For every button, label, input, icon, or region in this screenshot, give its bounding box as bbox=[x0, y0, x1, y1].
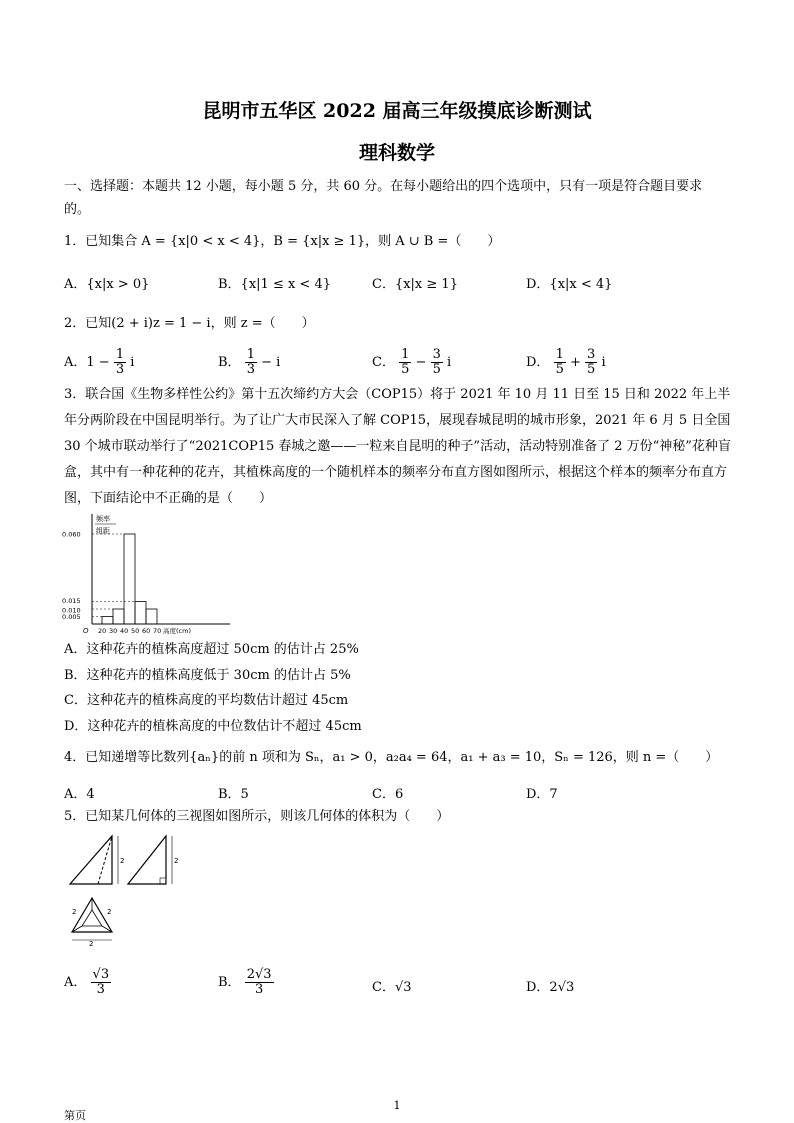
q5-b-prefix: B． bbox=[218, 975, 241, 990]
q2-c-prefix: C． bbox=[372, 355, 395, 370]
y-tick-label: 0.005 bbox=[62, 613, 81, 621]
q2-b-fraction bbox=[245, 348, 257, 377]
q1-option-d: D．{x|x < 4} bbox=[526, 277, 613, 292]
q1-stem: 1．已知集合 A = {x|0 < x < 4}，B = {x|x ≥ 1}，则 A ∪ B =（ ） bbox=[64, 234, 501, 249]
q2-c-suffix: i bbox=[446, 355, 452, 370]
x-axis-label: 高度(cm) bbox=[163, 627, 191, 635]
q4-stem: 4．已知递增等比数列{aₙ}的前 n 项和为 Sₙ，a₁ > 0，a₂a₄ = 64，a₁ + a₃ = 10，Sₙ = 126，则 n =（ ） bbox=[64, 750, 719, 765]
histogram-bar bbox=[113, 609, 124, 624]
y-axis-label-top: 频率 bbox=[96, 515, 110, 523]
page-footer-label: 第页 bbox=[64, 1109, 86, 1122]
q2-a-fraction bbox=[114, 348, 126, 377]
q1-option-a: A．{x|x > 0} bbox=[64, 277, 150, 292]
q1-option-c: C．{x|x ≥ 1} bbox=[372, 277, 458, 292]
q5-stem: 5．已知某几何体的三视图如图所示，则该几何体的体积为（ ） bbox=[64, 809, 450, 824]
top-view-label-right: 2 bbox=[107, 908, 112, 916]
q3-option-c: C．这种花卉的植株高度的平均数估计超过 45cm bbox=[64, 693, 349, 708]
x-tick-label: 70 bbox=[153, 627, 162, 635]
q2-option-a bbox=[64, 348, 134, 377]
q2-option-b bbox=[218, 348, 280, 377]
q2-a-num: 1 bbox=[115, 347, 125, 362]
q5-option-b bbox=[218, 968, 274, 997]
q2-c-mid: − bbox=[415, 355, 427, 370]
histogram-bar bbox=[124, 534, 135, 624]
q2-b-num: 1 bbox=[246, 347, 255, 362]
top-view-label-bottom: 2 bbox=[89, 940, 94, 948]
x-tick-label: 30 bbox=[109, 627, 118, 635]
histogram-bar bbox=[135, 602, 146, 625]
x-tick-label: 50 bbox=[131, 627, 140, 635]
origin-label: O bbox=[83, 627, 89, 635]
q2-c-fraction-2 bbox=[431, 348, 443, 377]
x-tick-label: 20 bbox=[98, 627, 107, 635]
page-subtitle: 理科数学 bbox=[358, 142, 435, 164]
q2-option-c bbox=[372, 348, 451, 377]
q2-c-fraction-1 bbox=[399, 348, 411, 377]
q2-d-fraction-2 bbox=[585, 348, 597, 377]
q2-d-suffix: i bbox=[601, 355, 606, 370]
page-title: 昆明市五华区 2022 届高三年级摸底诊断测试 bbox=[202, 100, 592, 122]
q5-option-a bbox=[64, 968, 111, 997]
q4-option-d: D．7 bbox=[526, 787, 558, 802]
q2-option-d bbox=[526, 348, 606, 377]
page-number: 1 bbox=[393, 1099, 401, 1112]
q2-d-num2: 3 bbox=[587, 347, 596, 362]
q2-d-num1: 1 bbox=[555, 347, 564, 362]
q3-stem: 3．联合国《生物多样性公约》第十五次缔约方大会（COP15）将于 2021 年 10 月 11 日至 15 日和 2022 年上半年分两阶段在中国昆明举行。为了让广大市民深入了解 COP15，展现春城昆明的城市形象，2021 年 6 月 5 日全国 30 个城市联动举行了“2021COP15 春城之邀——一粒来自昆明的种子”活动，活动特别准备了 2 万份“神秘”花种盲盒，其中有一种花种的花卉，其植株高度的一个随机样本的频率分布直方图如图所示，根据这个样本的频率分布直方图，下面结论中不正确的是（ ） bbox=[64, 387, 731, 506]
q5-option-d: D．2√3 bbox=[526, 980, 575, 995]
y-axis-label-bottom: 组距 bbox=[96, 527, 110, 535]
q2-a-den: 3 bbox=[115, 362, 125, 377]
y-tick-label: 0.060 bbox=[62, 530, 81, 539]
q2-stem: 2．已知(2 + i)z = 1 − i，则 z =（ ） bbox=[64, 316, 315, 331]
x-tick-label: 60 bbox=[142, 627, 151, 635]
q2-c-den2: 5 bbox=[432, 362, 441, 377]
y-tick-label: 0.010 bbox=[62, 606, 81, 615]
q5-b-fraction bbox=[245, 968, 274, 997]
q5-a-den: 3 bbox=[96, 982, 105, 997]
histogram-bar bbox=[146, 609, 157, 624]
section-intro-line2: 的。 bbox=[64, 202, 91, 217]
x-tick-label: 40 bbox=[120, 627, 129, 635]
q5-a-num: √3 bbox=[92, 967, 110, 982]
q5-b-num: 2√3 bbox=[246, 967, 272, 982]
q2-d-prefix: D． bbox=[526, 355, 550, 370]
q2-b-prefix: B． bbox=[218, 355, 241, 370]
q2-c-num1: 1 bbox=[401, 347, 410, 362]
q4-option-b: B．5 bbox=[218, 787, 249, 802]
frequency-histogram bbox=[60, 510, 240, 640]
q2-a-prefix: A．1 − bbox=[64, 355, 110, 370]
q2-c-num2: 3 bbox=[432, 347, 441, 362]
q2-b-den: 3 bbox=[246, 362, 255, 377]
q3-option-a: A．这种花卉的植株高度超过 50cm 的估计占 25% bbox=[64, 642, 359, 657]
q2-c-den1: 5 bbox=[401, 362, 410, 377]
q1-option-b: B．{x|1 ≤ x < 4} bbox=[218, 277, 331, 292]
q3-option-d: D．这种花卉的植株高度的中位数估计不超过 45cm bbox=[64, 719, 362, 734]
q5-a-prefix: A． bbox=[64, 975, 87, 990]
q2-d-mid: + bbox=[570, 355, 581, 370]
q4-option-c: C．6 bbox=[372, 787, 404, 802]
side-view-label: 2 bbox=[174, 857, 179, 865]
q3-option-b: B．这种花卉的植株高度低于 30cm 的估计占 5% bbox=[64, 668, 351, 683]
q2-d-fraction-1 bbox=[554, 348, 566, 377]
q5-a-fraction bbox=[91, 968, 112, 997]
section-intro-line1: 一、选择题：本题共 12 小题，每小题 5 分，共 60 分。在每小题给出的四个选项中，只有一项是符合题目要求 bbox=[64, 179, 703, 194]
q5-option-c: C．√3 bbox=[372, 980, 412, 995]
top-view-label-left: 2 bbox=[72, 908, 77, 916]
front-view-label: 2 bbox=[120, 857, 125, 865]
q2-d-den2: 5 bbox=[587, 362, 596, 377]
q5-b-den: 3 bbox=[254, 982, 264, 997]
q2-b-suffix: − i bbox=[261, 355, 281, 370]
q4-option-a: A．4 bbox=[64, 787, 95, 802]
three-view-figure bbox=[62, 830, 192, 948]
y-tick-label: 0.015 bbox=[62, 597, 81, 605]
histogram-bar bbox=[102, 617, 113, 625]
q2-a-suffix: i bbox=[130, 355, 135, 370]
q2-d-den1: 5 bbox=[555, 362, 564, 377]
